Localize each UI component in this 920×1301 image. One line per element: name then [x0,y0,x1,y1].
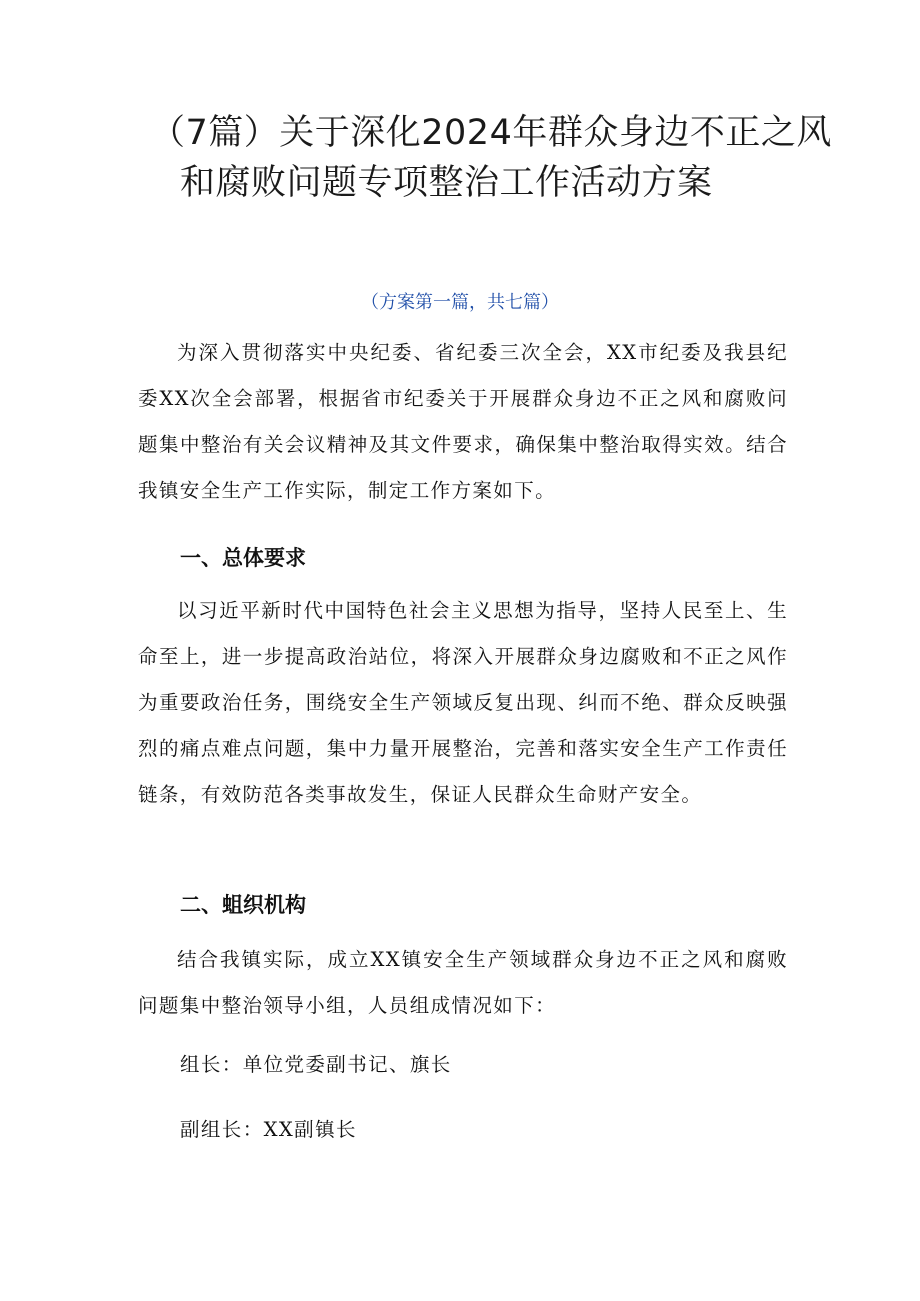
section-2-paragraph: 结合我镇实际，成立XX镇安全生产领域群众身边不正之风和腐败问题集中整治领导小组，人员组成情况如下： [138,948,788,1017]
intro-paragraph: 为深入贯彻落实中央纪委、省纪委三次全会，XX市纪委及我县纪委XX次全会部署，根据省市纪委关于开展群众身边不正之风和腐败问题集中整治有关会议精神及其文件要求，确保集中整治取得实效。结合我镇安全生产工作实际，制定工作方案如下。 [138,341,788,502]
section-2-heading: 二、蛆织机构 [180,893,306,917]
deputy-leader-line: 副组长：XX副镇长 [180,1118,357,1141]
document-title [150,108,832,208]
section-1-paragraph: 以习近平新时代中国特色社会主义思想为指导，坚持人民至上、生命至上，进一步提高政治站位，将深入开展群众身边腐败和不正之风作为重要政治任务，围绕安全生产领域反复出现、纠而不绝、群众反映强烈的痛点难点问题，集中力量开展整治，完善和落实安全生产工作责任链条，有效防范各类事故发生，保证人民群众生命财产安全。 [138,599,788,806]
section-1-heading: 一、总体要求 [180,546,306,570]
document-subtitle: （方案第一篇，共七篇） [361,292,559,313]
title-line-2: 和腐败问题专项整治工作活动方案 [180,163,713,203]
team-leader-line: 组长：单位党委副书记、旗长 [180,1053,452,1076]
title-line-1: （7篇）关于深化2024年群众身边不正之风 [150,113,832,153]
